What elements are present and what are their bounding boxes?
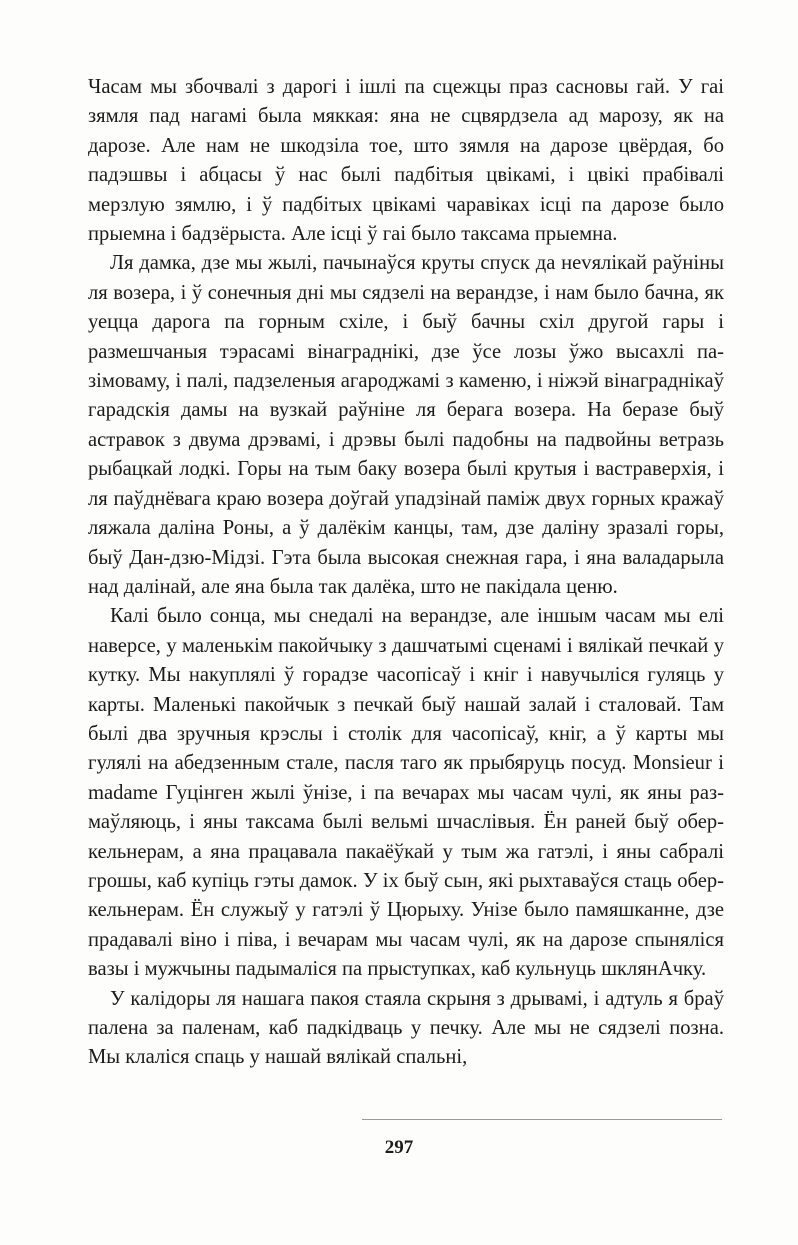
page-number: 297: [384, 1137, 414, 1158]
paragraph-1: Часам мы збочвалі з дарогі і ішлі па сцежцы праз сасновы гай. У гаі зямля пад нагамі была мяккая: яна не сцвярдзела ад марозу, як на дарозе. Але нам не шкодзіла тое, што зямля на дарозе цвёрдая, бо падэшвы і абцасы ў нас былі падбітыя цвікамі, і цвікі прабівалі мерзлую зямлю, і ў падбітых цвікамі чаравіках ісці па дарозе было прыемна і бадзёрыста. Але ісці ў гаі было таксама прыемна.: [88, 76, 724, 246]
paragraph-2: Ля дамка, дзе мы жылі, пачынаўся круты спуск да неvялікай раўніны ля возера, і ў сонечныя дні мы сядзелі на верандзе, і нам было бачна, як уецца дарога па горным схіле, і быў бачны схіл другой гары і размешчаныя тэрасамі вінаграднікі, дзе ўсе лозы ўжо высахлі па-зімоваму, і палі, падзеленыя агароджамі з каменю, і ніжэй вінаграднікаў гарадскія дамы на вузкай раўніне ля берага возера. На беразе быў астравок з двума дрэвамі, і дрэвы былі падобны на падвойны ветразь рыбацкай лодкі. Горы на тым баку возера былі крутыя і вастраверхія, і ля паўднёвага краю возера доўгай упадзінай паміж двух горных кражаў ляжала даліна Роны, а ў далёкім канцы, там, дзе даліну зразалі горы, быў Дан-дзю-Мідзі. Гэта была высокая снежная гара, і яна валадарыла над далінай, але яна была так далёка, што не пакідала ценю.: [88, 252, 724, 598]
body-text: [88, 73, 724, 1073]
footer-divider: [362, 1119, 722, 1120]
paragraph-4: У калідоры ля нашага пакоя стаяла скрыня з дрывамі, і адтуль я браў палена за паленам, каб падкідваць у печку. Але мы не сядзелі позна. Мы клаліся спаць у нашай вялікай спальні,: [88, 987, 724, 1069]
paragraph-3: Калі было сонца, мы снедалі на верандзе, але іншым часам мы елі наверсе, у маленькім пакойчыку з дашчатымі сценамі і вялікай печкай у кутку. Мы накуплялі ў горадзе часопісаў і кніг і навучыліся гуляць у карты. Маленькі пакойчык з печкай быў нашай залай і сталовай. Там былі два зручныя крэслы і столік для часопісаў, кніг, а ў карты мы гулялі на абедзенным стале, пасля таго як прыбяруць посуд. Monsieur і madame Гуцінген жылі ўнізе, і па вечарах мы часам чулі, як яны размаўляюць, і яны таксама былі вельмі шчаслівыя. Ён раней быў обер-кельнерам, а яна працавала пакаёўкай у тым жа гатэлі, і яны сабралі грошы, каб купіць гэты дамок. У іх быў сын, які рыхтаваўся стаць обер-кельнерам. Ён служыў у гатэлі ў Цюрыху. Унізе было памяшканне, дзе прадавалі віно і піва, і вечарам мы часам чулі, як на дарозе спыняліся вазы і мужчыны падымаліся па прыступках, каб кульнуць шклянАчку.: [88, 605, 724, 981]
